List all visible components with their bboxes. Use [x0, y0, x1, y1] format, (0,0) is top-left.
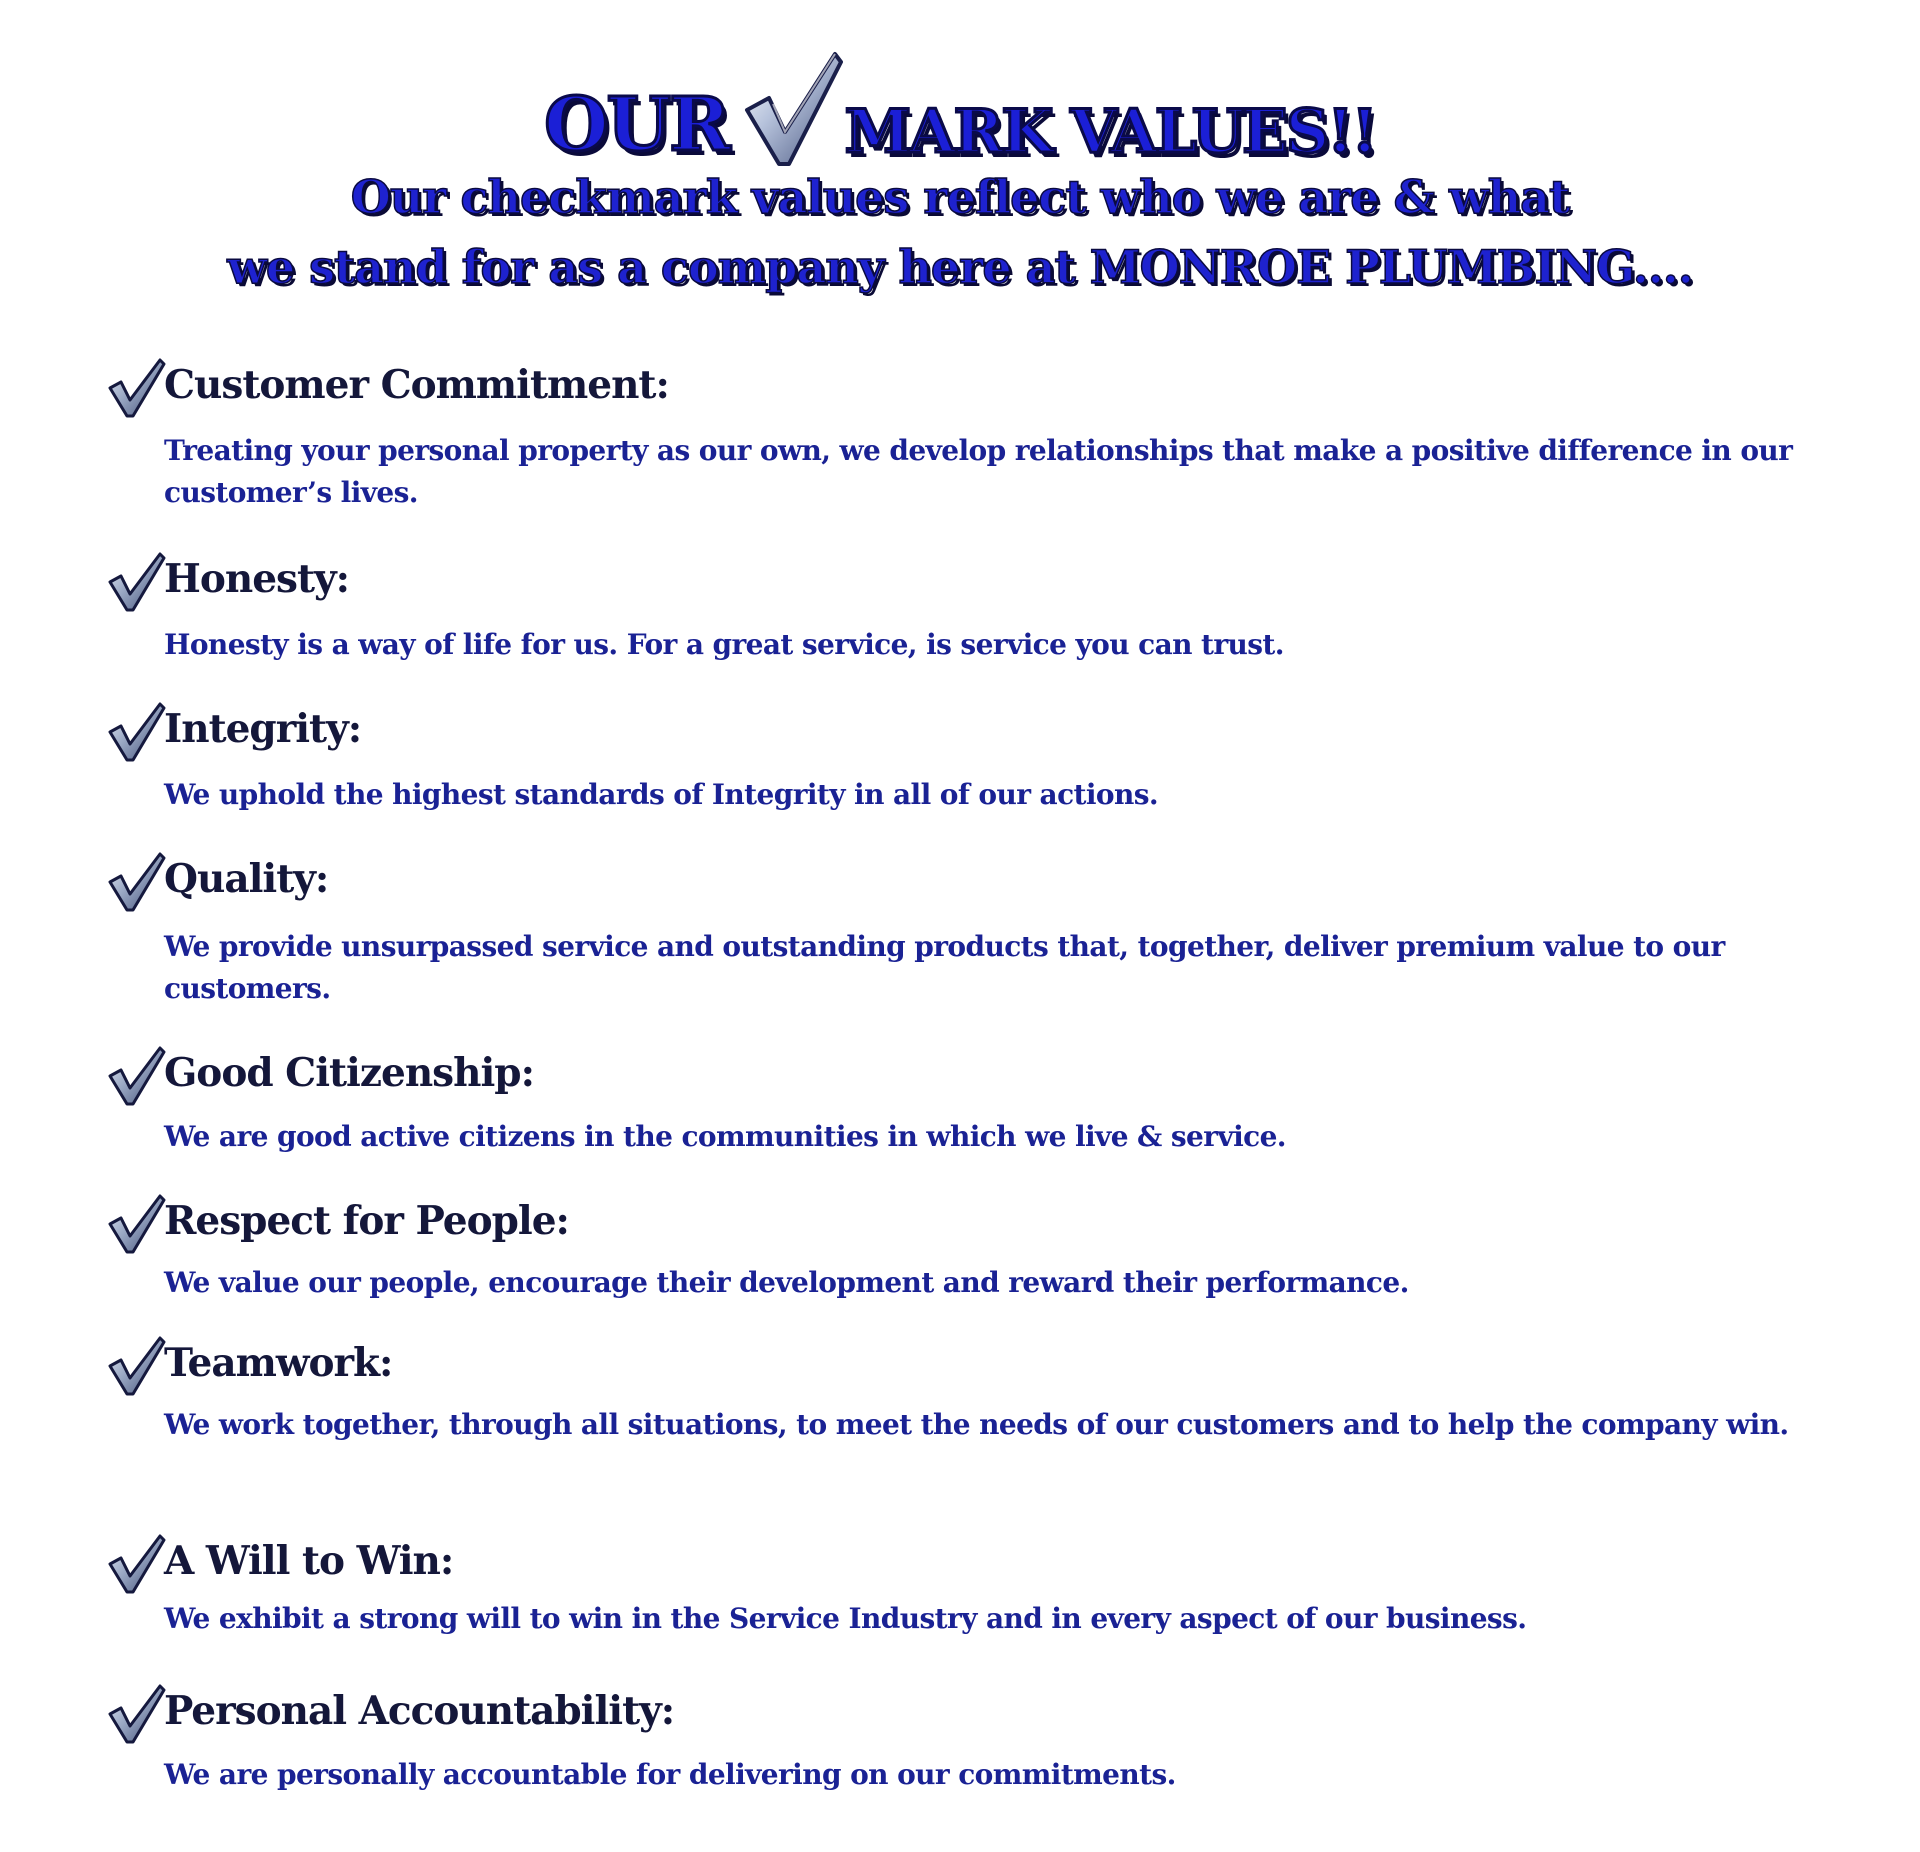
value-description: Treating your personal property as our own, we develop relationships that make a positive difference in our customer’s lives.	[164, 434, 1793, 509]
value-heading: Customer Commitment:	[164, 362, 669, 408]
checkmark-icon	[743, 48, 843, 168]
checkmark-icon	[108, 702, 166, 762]
checkmark-icon	[108, 1336, 166, 1396]
subtitle-line-2: we stand for as a company here at MONROE PLUMBING....	[227, 240, 1693, 294]
value-heading: A Will to Win:	[164, 1538, 454, 1584]
value-heading: Integrity:	[164, 706, 362, 752]
value-description: We are personally accountable for delivering on our commitments.	[164, 1758, 1176, 1791]
checkmark-icon	[108, 1194, 166, 1254]
value-heading: Teamwork:	[164, 1340, 393, 1386]
page-subtitle	[0, 162, 1920, 302]
checkmark-icon	[108, 1534, 166, 1594]
checkmark-icon	[108, 1046, 166, 1106]
value-description: Honesty is a way of life for us. For a great service, is service you can trust.	[164, 628, 1284, 661]
checkmark-icon	[108, 358, 166, 418]
value-description: We uphold the highest standards of Integrity in all of our actions.	[164, 778, 1159, 811]
value-heading: Personal Accountability:	[164, 1688, 675, 1734]
value-heading: Quality:	[164, 856, 329, 902]
title-part-our: OUR	[544, 82, 729, 168]
value-description: We work together, through all situations, to meet the needs of our customers and to help the company win.	[164, 1408, 1789, 1441]
value-description: We are good active citizens in the communities in which we live & service.	[164, 1120, 1286, 1153]
value-description: We exhibit a strong will to win in the Service Industry and in every aspect of our business.	[164, 1602, 1527, 1635]
title-part-mark-values: MARK VALUES!!	[844, 97, 1376, 167]
page-title	[0, 42, 1920, 168]
value-heading: Good Citizenship:	[164, 1050, 534, 1096]
checkmark-icon	[108, 552, 166, 612]
value-heading: Respect for People:	[164, 1198, 569, 1244]
value-description: We value our people, encourage their development and reward their performance.	[164, 1266, 1409, 1299]
value-heading: Honesty:	[164, 556, 350, 602]
value-description: We provide unsurpassed service and outstanding products that, together, deliver premium value to our customers.	[164, 930, 1725, 1005]
checkmark-icon	[108, 852, 166, 912]
subtitle-line-1: Our checkmark values reflect who we are & what	[350, 170, 1570, 224]
checkmark-icon	[108, 1684, 166, 1744]
